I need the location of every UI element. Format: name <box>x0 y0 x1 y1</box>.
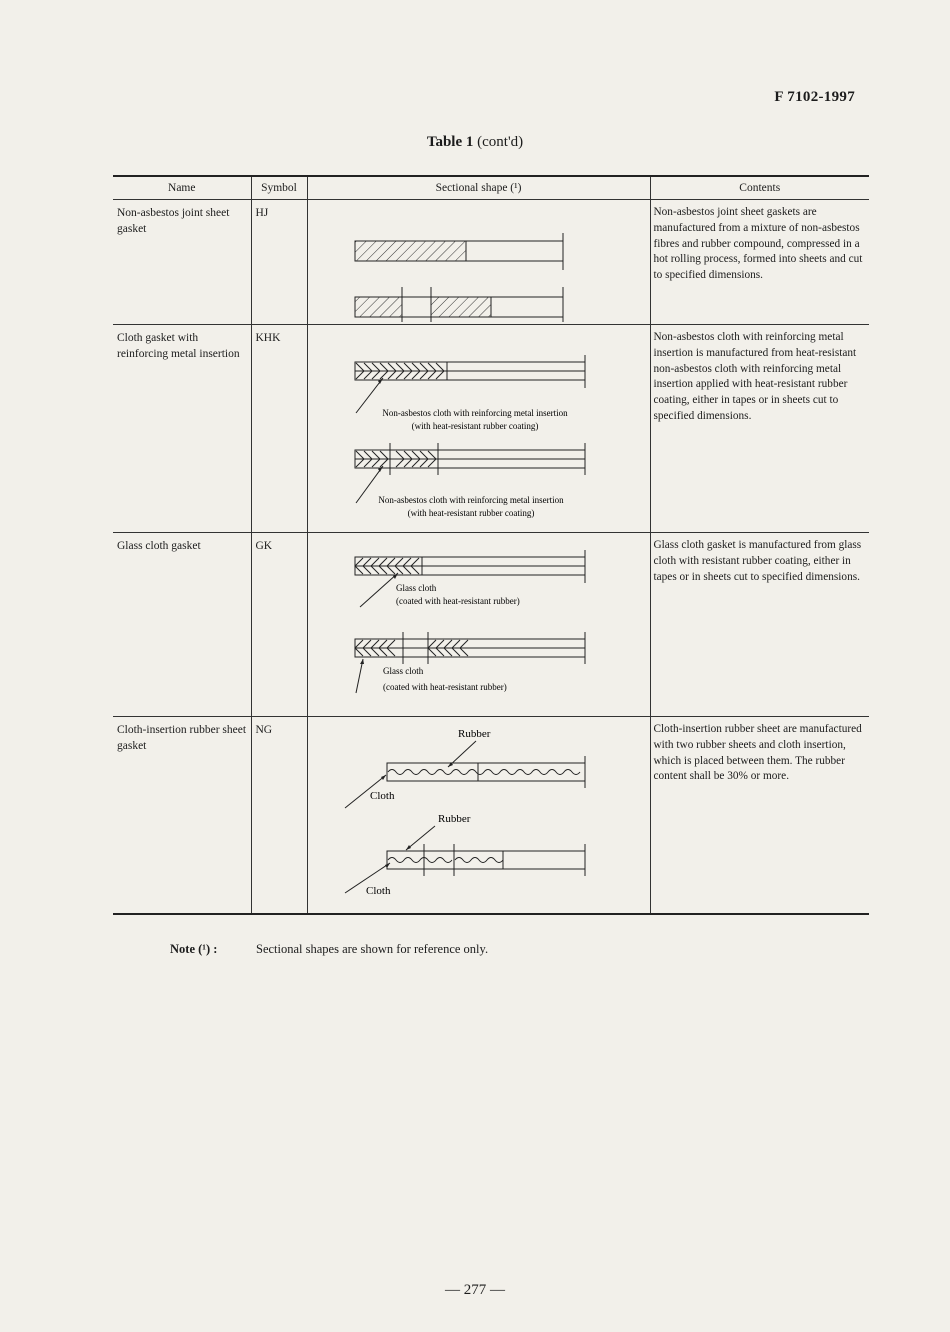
label-cloth-2: Cloth <box>365 885 390 897</box>
cloth-insertion-diagram <box>308 717 651 914</box>
table-header-row <box>113 176 869 200</box>
joint-sheet-diagram <box>308 200 651 325</box>
label-heat-resistant-1: (coated with heat-resistant rubber) <box>395 596 520 606</box>
header-symbol: Symbol <box>251 176 307 200</box>
row-name: Non-asbestos joint sheet gasket <box>117 207 230 235</box>
page-number: — 277 — <box>445 1282 505 1298</box>
table-row <box>113 717 869 914</box>
row-contents: Non-asbestos cloth with reinforcing metal insertion is manufactured from heat-resistant non-asbestos cloth with reinforcing metal insertion applied with heat-resistant rubber coating, either in tapes or in sheets cut to specified dimensions. <box>653 331 857 422</box>
label-heat-resistant-2: (coated with heat-resistant rubber) <box>382 682 507 692</box>
label-glass-cloth-1: Glass cloth <box>395 583 436 593</box>
header-sectional-shape: Sectional shape (¹) <box>307 176 650 200</box>
joint-sheet-left-icon <box>355 297 402 317</box>
row-name: Cloth gasket with reinforcing metal insertion <box>117 332 240 360</box>
cloth-wave-icon <box>388 770 580 775</box>
label-metal-insertion-2: Non-asbestos cloth with reinforcing metal insertion <box>377 495 564 505</box>
label-metal-insertion-1: Non-asbestos cloth with reinforcing metal insertion <box>381 408 568 418</box>
joint-sheet-section-icon <box>355 241 466 261</box>
table-row <box>113 533 869 717</box>
label-rubber-1: Rubber <box>457 728 490 740</box>
label-rubber-coating-2: (with heat-resistant rubber coating) <box>407 508 534 518</box>
gasket-table <box>113 175 869 915</box>
row-symbol: HJ <box>255 207 269 219</box>
table-note <box>170 942 488 957</box>
table-row <box>113 325 869 533</box>
metal-insertion-diagram <box>308 325 651 533</box>
row-symbol: NG <box>255 724 273 736</box>
shape-cell-khk <box>307 325 650 533</box>
table-title: Table 1 <box>426 134 474 150</box>
rubber-sheet-icon <box>387 763 585 781</box>
header-contents: Contents <box>650 176 869 200</box>
row-symbol: GK <box>255 540 273 552</box>
label-rubber-coating-1: (with heat-resistant rubber coating) <box>411 421 538 431</box>
label-cloth-1: Cloth <box>369 790 394 802</box>
row-name: Glass cloth gasket <box>117 540 201 552</box>
rubber-sheet-joint-icon <box>387 851 585 869</box>
glass-cloth-diagram <box>308 533 651 717</box>
table-row <box>113 200 869 325</box>
table-caption <box>0 134 950 151</box>
row-contents: Glass cloth gasket is manufactured from glass cloth with resistant rubber coating, either in tapes or in sheets cut to specified dimensions. <box>653 539 862 583</box>
shape-cell-hj <box>307 200 650 325</box>
row-contents: Cloth-insertion rubber sheet are manufactured with two rubber sheets and cloth insertion, which is placed between them. The rubber content shall be 30% or more. <box>653 723 862 783</box>
note-label: Note (¹) : <box>170 942 218 956</box>
shape-cell-gk <box>307 533 650 717</box>
row-name: Cloth-insertion rubber sheet gasket <box>117 724 247 752</box>
row-symbol: KHK <box>255 332 281 344</box>
joint-sheet-right-icon <box>431 297 491 317</box>
table-title-suffix: (cont'd) <box>473 134 524 150</box>
row-contents: Non-asbestos joint sheet gaskets are manufactured from a mixture of non-asbestos fibres and rubber compound, compressed in a hot rolling process, formed into sheets and cut to specified dimensions. <box>653 206 863 282</box>
label-glass-cloth-2: Glass cloth <box>382 666 423 676</box>
shape-cell-ng <box>307 717 650 914</box>
label-rubber-2: Rubber <box>437 813 470 825</box>
standard-id: F 7102-1997 <box>774 89 855 105</box>
header-name: Name <box>113 176 251 200</box>
note-text: Sectional shapes are shown for reference only. <box>256 942 489 956</box>
